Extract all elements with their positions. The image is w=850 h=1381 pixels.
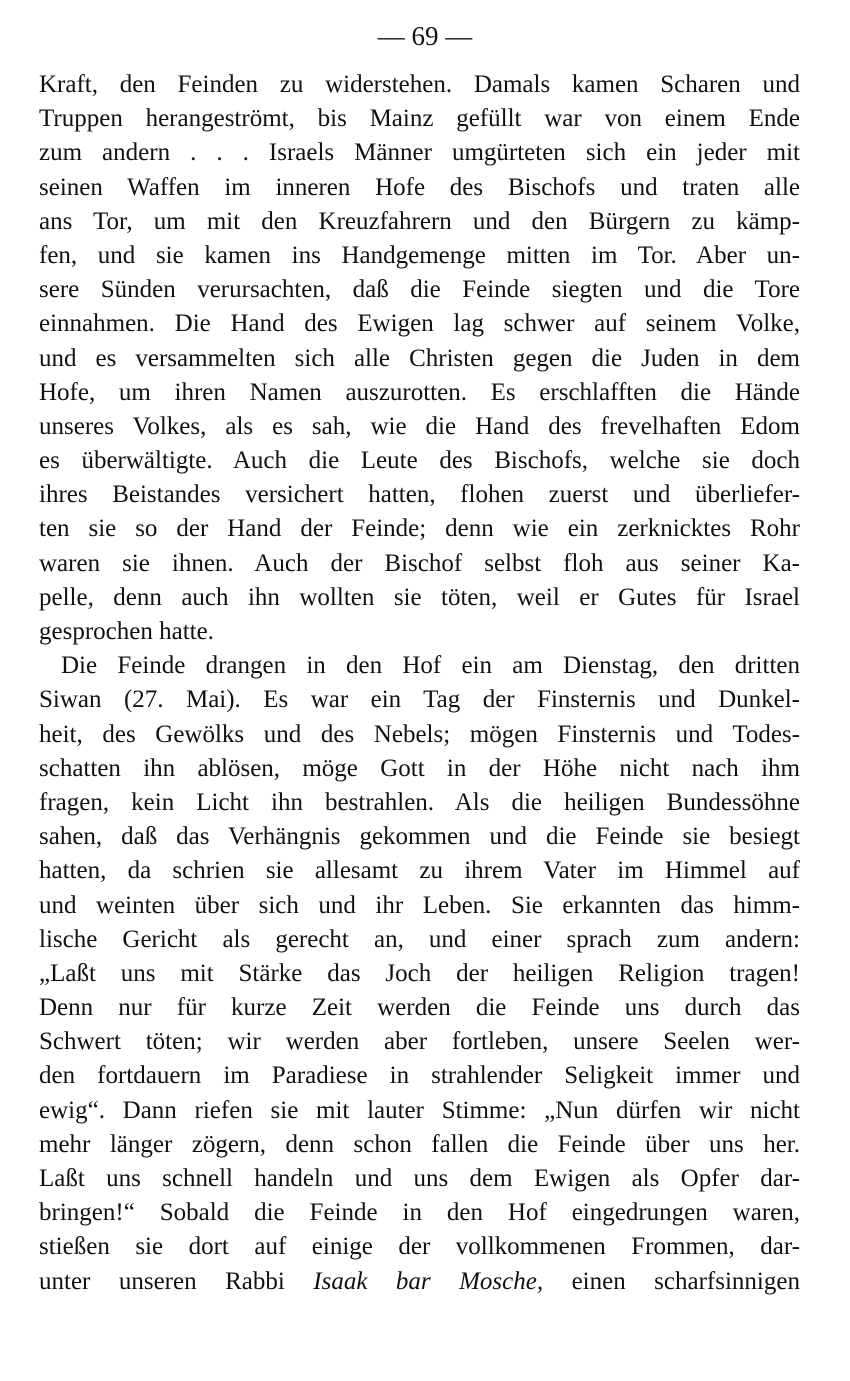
text-line: Siwan (27. Mai). Es war ein Tag der Finsternis und Dunkel-: [39, 686, 800, 714]
text-line: [39, 1265, 800, 1299]
page-number: — 69 —: [377, 21, 473, 51]
text-line: hatten, da schrien sie allesamt zu ihrem Vater im Himmel auf: [39, 857, 800, 885]
text-line: und weinten über sich und ihr Leben. Sie erkannten das himm-: [39, 891, 800, 919]
text-line: mehr länger zögern, denn schon fallen die Feinde über uns her.: [39, 1130, 800, 1158]
text-line: einnahmen. Die Hand des Ewigen lag schwer auf seinem Volke,: [39, 310, 800, 338]
text-line: sahen, daß das Verhängnis gekommen und die Feinde sie besiegt: [39, 823, 800, 851]
text-line: Kraft, den Feinden zu widerstehen. Damals kamen Scharen und: [39, 71, 800, 98]
text-line: es überwältigte. Auch die Leute des Bischofs, welche sie doch: [39, 447, 800, 475]
text-line: waren sie ihnen. Auch der Bischof selbst floh aus seiner Ka-: [39, 549, 800, 577]
paragraph-2: [39, 649, 800, 1299]
text-line: heit, des Gewölks und des Nebels; mögen Finsternis und Todes-: [39, 720, 800, 748]
rabbi-name: Isaak bar Mosche,: [313, 1267, 544, 1295]
text-line: zum andern . . . Israels Männer umgürteten sich ein jeder mit: [39, 139, 800, 167]
text-line: schatten ihn ablösen, möge Gott in der Höhe nicht nach ihm: [39, 754, 800, 782]
text-line: lische Gericht als gerecht an, und einer sprach zum andern:: [39, 925, 800, 953]
final-line-end: einen scharfsinnigen: [543, 1267, 800, 1295]
text-line: ewig“. Dann riefen sie mit lauter Stimme: „Nun dürfen wir nicht: [39, 1096, 800, 1124]
text-line: sere Sünden verursachten, daß die Feinde siegten und die Tore: [39, 276, 800, 304]
text-line: bringen!“ Sobald die Feinde in den Hof eingedrungen waren,: [39, 1199, 800, 1227]
text-line: fragen, kein Licht ihn bestrahlen. Als die heiligen Bundessöhne: [39, 788, 800, 816]
text-line: seinen Waffen im inneren Hofe des Bischofs und traten alle: [39, 173, 800, 201]
text-line: ihres Beistandes versichert hatten, flohen zuerst und überliefer-: [39, 481, 800, 509]
text-line: Denn nur für kurze Zeit werden die Feinde uns durch das: [39, 994, 800, 1022]
final-line-start: unter unseren Rabbi: [39, 1267, 314, 1295]
text-line: pelle, denn auch ihn wollten sie töten, weil er Gutes für Israel: [39, 583, 800, 611]
text-line: ten sie so der Hand der Feinde; denn wie ein zerknicktes Rohr: [39, 515, 800, 543]
text-line: Hofe, um ihren Namen auszurotten. Es erschlafften die Hände: [39, 378, 800, 406]
text-line: Laßt uns schnell handeln und uns dem Ewigen als Opfer dar-: [39, 1165, 800, 1192]
text-line: unseres Volkes, als es sah, wie die Hand des frevelhaften Edom: [39, 412, 800, 440]
text-line: ans Tor, um mit den Kreuzfahrern und den Bürgern zu kämp-: [39, 207, 800, 235]
text-line: Truppen herangeströmt, bis Mainz gefüllt war von einem Ende: [39, 105, 800, 133]
text-line: fen, und sie kamen ins Handgemenge mitten im Tor. Aber un-: [39, 241, 800, 269]
text-line: stießen sie dort auf einige der vollkommenen Frommen, dar-: [39, 1233, 800, 1261]
text-line: „Laßt uns mit Stärke das Joch der heiligen Religion tragen!: [39, 959, 800, 987]
text-line: den fortdauern im Paradiese in strahlender Seligkeit immer und: [39, 1062, 800, 1090]
text-line: Schwert töten; wir werden aber fortleben, unsere Seelen wer-: [39, 1028, 800, 1056]
text-line: und es versammelten sich alle Christen gegen die Juden in dem: [39, 344, 800, 372]
paragraph-1: [39, 68, 800, 649]
text-line: gesprochen hatte.: [39, 618, 214, 645]
text-line: Die Feinde drangen in den Hof ein am Dienstag, den dritten: [61, 652, 800, 680]
body-text: [39, 68, 800, 1299]
